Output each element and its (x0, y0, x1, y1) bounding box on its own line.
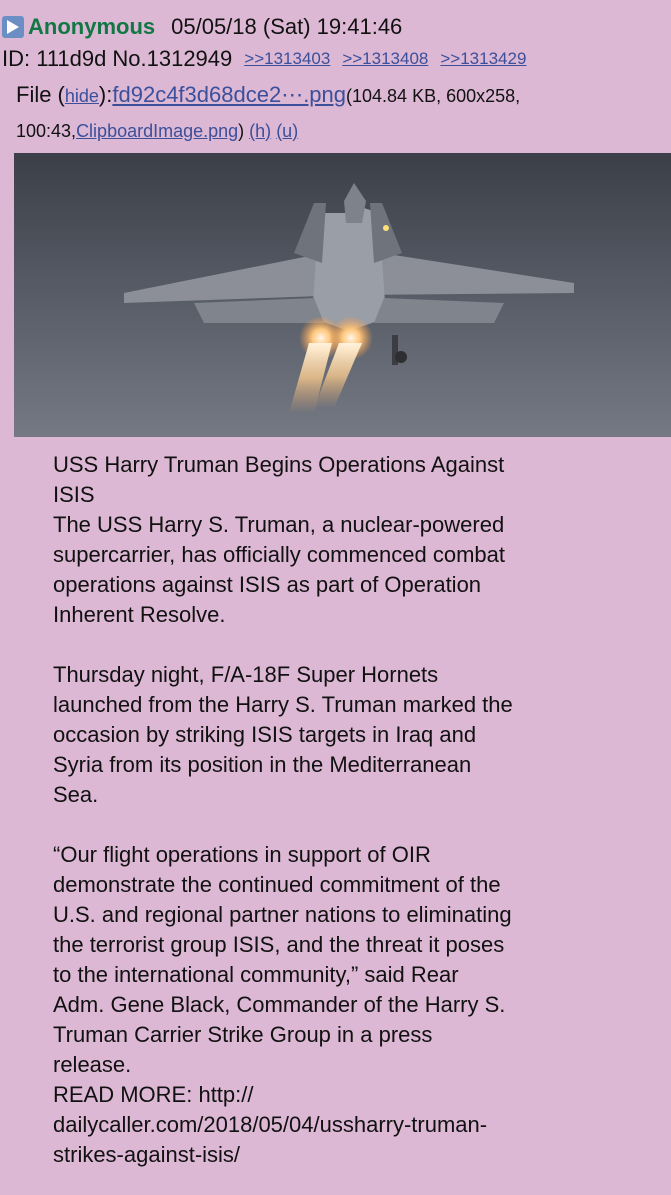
message-line: Thursday night, F/A-18F Super Hornets (53, 662, 439, 687)
message-line: the terrorist group ISIS, and the threat it poses (53, 932, 505, 957)
post-header (2, 12, 402, 42)
post-image[interactable] (14, 153, 671, 437)
message-line: “Our flight operations in support of OIR (53, 842, 431, 867)
file-info-2 (16, 118, 298, 144)
message-line: Syria from its position in the Mediterranean (53, 752, 472, 777)
reply-link[interactable]: >>1313429 (440, 49, 527, 68)
post-number[interactable]: No.1312949 (112, 46, 233, 71)
file-label: File ( (16, 82, 65, 107)
message-line: Adm. Gene Black, Commander of the Harry S. (53, 992, 506, 1017)
message-line: U.S. and regional partner nations to eliminating (53, 902, 512, 927)
h-link[interactable]: (h) (249, 120, 272, 141)
message-line: supercarrier, has officially commenced combat (53, 542, 506, 567)
file-sep: ): (98, 82, 113, 107)
poster-name: Anonymous (28, 14, 156, 39)
reply-link[interactable]: >>1313408 (342, 49, 429, 68)
message-line: ISIS (53, 482, 95, 507)
paragraph-gap (53, 810, 653, 840)
file-ratio: 100:43, (16, 120, 77, 141)
message-line: Sea. (53, 782, 99, 807)
u-link[interactable]: (u) (276, 120, 299, 141)
message-line: Inherent Resolve. (53, 602, 226, 627)
file-info (16, 82, 520, 114)
file-close-paren: ) (238, 120, 250, 141)
message-line: USS Harry Truman Begins Operations Against (53, 452, 505, 477)
message-line: strikes-against-isis/ (53, 1142, 241, 1167)
message-line: The USS Harry S. Truman, a nuclear-powered (53, 512, 505, 537)
original-filename-link[interactable]: ClipboardImage.png (76, 120, 239, 141)
post-id-row (2, 44, 526, 74)
message-line: release. (53, 1052, 132, 1077)
message-line: occasion by striking ISIS targets in Iraq and (53, 722, 477, 747)
hide-link[interactable]: hide (64, 86, 99, 106)
file-name-link[interactable]: fd92c4f3d68dce2⋯.png (112, 82, 347, 107)
post-message (53, 450, 653, 1170)
message-line: operations against ISIS as part of Operation (53, 572, 482, 597)
post-datetime: 05/05/18 (Sat) 19:41:46 (171, 14, 403, 39)
file-size: (104.84 KB, 600x258, (346, 86, 521, 106)
message-line: dailycaller.com/2018/05/04/ussharry-truman- (53, 1112, 488, 1137)
message-line: to the international community,” said Rear (53, 962, 459, 987)
reply-link[interactable]: >>1313403 (244, 49, 331, 68)
message-line: demonstrate the continued commitment of the (53, 872, 501, 897)
paragraph-gap (53, 630, 653, 660)
message-line: Truman Carrier Strike Group in a press (53, 1022, 433, 1047)
message-line: launched from the Harry S. Truman marked the (53, 692, 513, 717)
poster-id: ID: 111d9d (2, 46, 107, 71)
message-line: READ MORE: http:// (53, 1082, 254, 1107)
expand-arrow-icon[interactable] (2, 16, 24, 38)
